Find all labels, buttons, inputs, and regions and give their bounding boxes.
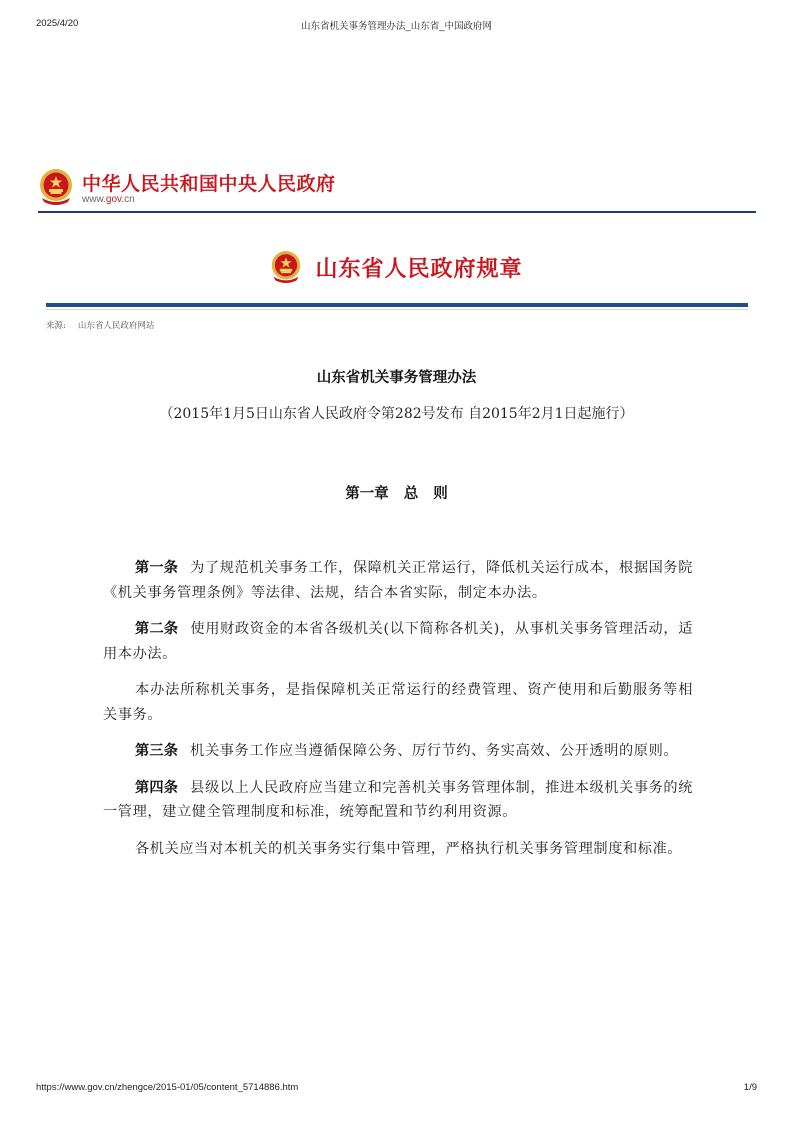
document-title: 山东省机关事务管理办法 [316,370,477,386]
gov-header [38,165,756,215]
gov-header-divider [38,211,756,213]
banner-divider [46,303,748,307]
article-text: 为了规范机关事务工作，保障机关正常运行，降低机关运行成本，根据国务院《机关事务管理条例》等法律、法规，结合本省实际，制定本办法。 [103,560,693,601]
regulation-banner-title: 山东省人民政府规章 [315,255,523,282]
article-paragraph [103,617,693,666]
gov-site-url [82,194,135,205]
article-paragraph [103,678,693,727]
page-counter: 1/9 [743,1082,757,1093]
article-number: 第三条 [135,743,179,759]
gov-site-title: 中华人民共和国中央人民政府 [82,173,336,195]
gov-url-prefix: www. [82,194,106,205]
article-paragraph [103,739,693,764]
document-subtitle: （2015年1月5日山东省人民政府令第282号发布 自2015年2月1日起施行） [159,406,634,422]
article-text: 机关事务工作应当遵循保障公务、厉行节约、务实高效、公开透明的原则。 [190,743,679,759]
print-header [36,18,757,32]
print-page-title: 山东省机关事务管理办法_山东省_中国政府网 [300,21,493,32]
source-value: 山东省人民政府网站 [77,321,155,331]
gov-url-suffix: .cn [121,194,135,205]
print-date: 2025/4/20 [36,18,79,29]
banner-subdivider [46,309,748,310]
national-emblem-icon [38,168,74,206]
print-footer [36,1082,757,1096]
gov-url-accent: gov [105,194,122,205]
national-emblem-icon [270,250,302,284]
article-paragraph [103,556,693,605]
source-line [46,319,154,331]
article-number: 第四条 [135,779,179,796]
article-number: 第一条 [135,560,179,576]
print-url: https://www.gov.cn/zhengce/2015-01/05/content_5714886.htm [36,1082,299,1093]
article-paragraph [103,776,693,825]
article-paragraph [103,837,693,862]
article-text: 本办法所称机关事务，是指保障机关正常运行的经费管理、资产使用和后勤服务等相关事务。 [103,682,693,723]
article-list [103,556,693,873]
regulation-banner [0,250,793,292]
article-text: 各机关应当对本机关的机关事务实行集中管理，严格执行机关事务管理制度和标准。 [135,840,683,857]
source-label: 来源: [46,321,66,331]
article-number: 第二条 [135,621,179,637]
article-text: 使用财政资金的本省各级机关(以下简称各机关)，从事机关事务管理活动，适用本办法。 [103,621,693,662]
chapter-heading: 第一章 总 则 [345,486,448,502]
article-text: 县级以上人民政府应当建立和完善机关事务管理体制，推进本级机关事务的统一管理，建立健全管理制度和标准，统筹配置和节约利用资源。 [103,779,693,820]
